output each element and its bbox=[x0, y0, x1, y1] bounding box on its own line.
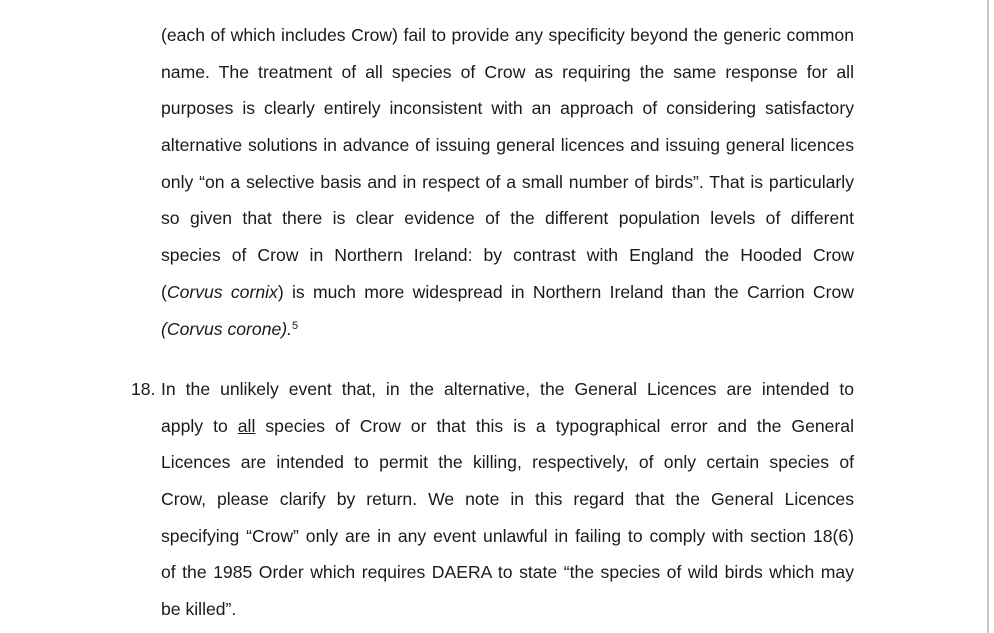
species-name-hooded-crow: Corvus cornix bbox=[166, 282, 278, 302]
paragraph-number-18: 18. bbox=[131, 379, 156, 399]
para17-line-6: so given that there is clear evidence of the different population levels of different bbox=[161, 208, 854, 228]
para17-line-8 bbox=[161, 281, 854, 303]
para17-line-3: purposes is clearly entirely inconsistent with an approach of considering satisfactory bbox=[161, 98, 854, 118]
page-edge-divider bbox=[987, 0, 989, 633]
open-paren: ( bbox=[161, 282, 167, 302]
para18-line-2 bbox=[161, 415, 854, 437]
para18-line-1: In the unlikely event that, in the alternative, the General Licences are intended to bbox=[161, 379, 854, 399]
para18-line-4: Crow, please clarify by return. We note in this regard that the General Licences bbox=[161, 489, 854, 509]
para17-line-1: (each of which includes Crow) fail to provide any specificity beyond the generic common bbox=[161, 25, 854, 45]
para17-line-9 bbox=[161, 318, 854, 340]
para17-line-5: only “on a selective basis and in respect of a small number of birds”. That is particularly bbox=[161, 172, 854, 192]
para18-line-5: specifying “Crow” only are in any event unlawful in failing to comply with section 18(6) bbox=[161, 526, 854, 546]
emphasis-all: all bbox=[237, 416, 256, 436]
para17-line-2: name. The treatment of all species of Crow as requiring the same response for all bbox=[161, 62, 854, 82]
para17-line-8-rest: ) is much more widespread in Northern Ireland than the Carrion Crow bbox=[277, 282, 854, 302]
para17-line-4: alternative solutions in advance of issuing general licences and issuing general licences bbox=[161, 135, 854, 155]
para17-line-7: species of Crow in Northern Ireland: by contrast with England the Hooded Crow bbox=[161, 245, 854, 265]
para18-line-7: be killed”. bbox=[161, 599, 237, 619]
para18-line-2-start: apply to bbox=[161, 416, 238, 436]
para18-line-2-rest: species of Crow or that this is a typographical error and the General bbox=[255, 416, 854, 436]
species-name-carrion-crow: (Corvus corone). bbox=[161, 319, 293, 339]
para18-line-3: Licences are intended to permit the killing, respectively, of only certain species of bbox=[161, 452, 854, 472]
para18-line-6: of the 1985 Order which requires DAERA to state “the species of wild birds which may bbox=[161, 562, 854, 582]
footnote-reference[interactable]: 5 bbox=[292, 320, 299, 332]
